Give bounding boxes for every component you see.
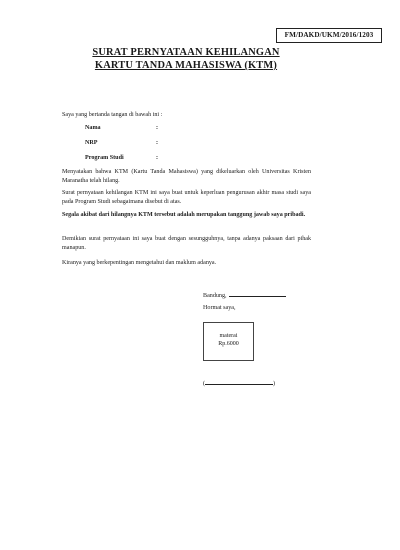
closing-paragraph: Kiranya yang berkepentingan mengetahui dan maklum adanya.: [62, 260, 217, 266]
field-label-nrp: NRP: [85, 140, 98, 146]
materai-label: materai: [219, 333, 238, 339]
closing-salutation: Hormat saya,: [203, 305, 236, 311]
place-label: Bandung,: [203, 293, 227, 299]
materai-stamp-box: [203, 322, 254, 361]
document-title-line2: KARTU TANDA MAHASISWA (KTM): [94, 60, 278, 71]
date-blank-line: [229, 290, 286, 297]
bracket-close: ): [273, 381, 276, 387]
bracket-open: (: [203, 381, 206, 387]
responsibility-paragraph: Segala akibat dari hilangnya KTM tersebut adalah merupakan tanggung jawab saya pribadi.: [62, 212, 306, 218]
declaration-paragraph: Demikian surat pernyataan ini saya buat dengan sesungguhnya, tanpa adanya paksaan dari pihak manapun.: [62, 236, 311, 251]
intro-text: Saya yang bertanda tangan di bawah ini :: [62, 112, 163, 118]
statement-paragraph: Menyatakan bahwa KTM (Kartu Tanda Mahasiswa) yang dikeluarkan oleh Universitas Kristen Maranatha telah hilang.: [62, 169, 311, 184]
field-label-nama: Nama: [85, 125, 101, 131]
purpose-paragraph: Surat pernyataan kehilangan KTM ini saya buat untuk keperluan pengurusan akhir masa studi saya pada Program Studi sebagaimana disebut di atas.: [62, 190, 311, 205]
field-colon-nama: :: [156, 125, 159, 131]
place-date-line: [203, 290, 286, 299]
signature-name-line: [203, 378, 275, 387]
field-label-program-studi: Program Studi: [85, 155, 124, 161]
signature-blank-line: [205, 378, 276, 387]
document-title-line1: SURAT PERNYATAAN KEHILANGAN: [92, 47, 280, 58]
field-colon-nrp: :: [156, 140, 159, 146]
materai-amount: Rp.6000: [218, 341, 239, 347]
field-colon-program-studi: :: [156, 155, 159, 161]
document-code-box: FM/DAKD/UKM/2016/1203: [276, 28, 382, 43]
